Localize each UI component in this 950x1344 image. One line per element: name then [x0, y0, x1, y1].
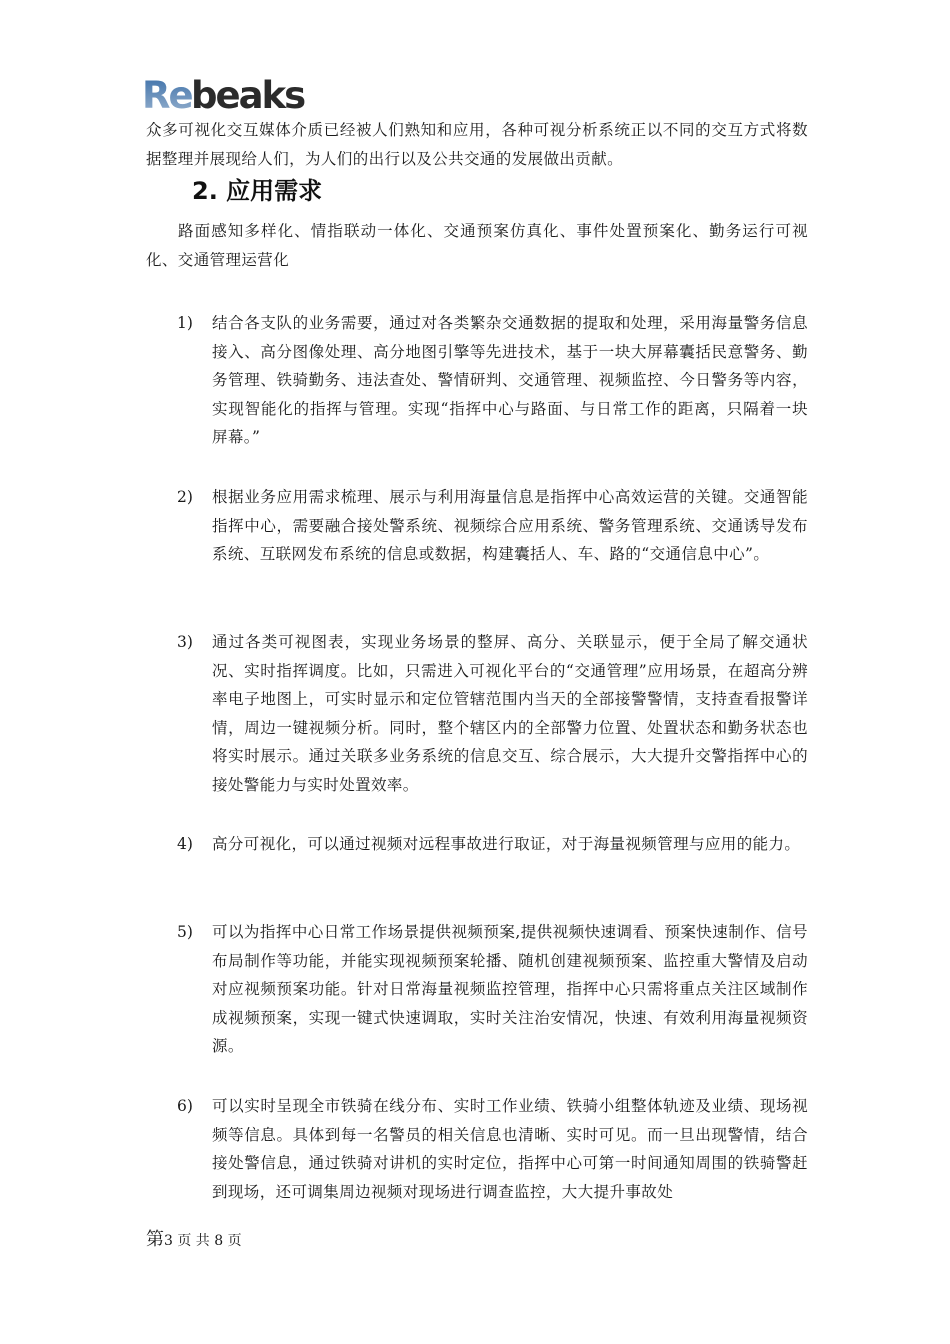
svg-text:beaks: beaks	[191, 74, 305, 117]
list-item	[146, 628, 808, 799]
list-item-text: 高分可视化，可以通过视频对远程事故进行取证，对于海量视频管理与应用的能力。	[212, 835, 801, 853]
intro-paragraph: 众多可视化交互媒体介质已经被人们熟知和应用，各种可视分析系统正以不同的交互方式将数据整理并展现给人们，为人们的出行以及公共交通的发展做出贡献。	[146, 121, 808, 168]
list-item	[146, 309, 808, 452]
list-item	[146, 830, 808, 859]
footer-page-char: 第	[146, 1229, 164, 1250]
list-item-number: 6)	[177, 1097, 193, 1115]
rebeaks-logo-icon	[142, 74, 305, 117]
section-lead-paragraph: 路面感知多样化、情指联动一体化、交通预案仿真化、事件处置预案化、勤务运行可视化、交通管理运营化	[146, 222, 808, 269]
list-item	[146, 483, 808, 569]
list-item-number: 4)	[177, 835, 193, 853]
list-item-text: 通过各类可视图表，实现业务场景的整屏、高分、关联显示，便于全局了解交通状况、实时指挥调度。比如，只需进入可视化平台的“交通管理”应用场景，在超高分辨率电子地图上，可实时显示和定位管辖范围内当天的全部接警警情，支持查看报警详情，周边一键视频分析。同时，整个辖区内的全部警力位置、处置状态和勤务状态也将实时展示。通过关联多业务系统的信息交互、综合展示，大大提升交警指挥中心的接处警能力与实时处置效率。	[212, 633, 808, 794]
list-item	[146, 918, 808, 1061]
list-item-text: 可以为指挥中心日常工作场景提供视频预案,提供视频快速调看、预案快速制作、信号布局制作等功能，并能实现视频预案轮播、随机创建视频预案、监控重大警情及启动对应视频预案功能。针对日常海量视频监控管理，指挥中心只需将重点关注区域制作成视频预案，实现一键式快速调取，实时关注治安情况，快速、有效利用海量视频资源。	[212, 923, 808, 1055]
list-item-number: 3)	[177, 633, 193, 651]
footer-page-number: 3 页 共 8 页	[164, 1233, 242, 1249]
list-item-text: 结合各支队的业务需要，通过对各类繁杂交通数据的提取和处理，采用海量警务信息接入、高分图像处理、高分地图引擎等先进技术，基于一块大屏幕囊括民意警务、勤务管理、铁骑勤务、违法查处、警情研判、交通管理、视频监控、今日警务等内容，实现智能化的指挥与管理。实现“指挥中心与路面、与日常工作的距离，只隔着一块屏幕。”	[212, 314, 808, 446]
list-item-text: 可以实时呈现全市铁骑在线分布、实时工作业绩、铁骑小组整体轨迹及业绩、现场视频等信息。具体到每一名警员的相关信息也清晰、实时可见。而一旦出现警情，结合接处警信息，通过铁骑对讲机的实时定位，指挥中心可第一时间通知周围的铁骑警赶到现场，还可调集周边视频对现场进行调查监控，大大提升事故处	[212, 1097, 808, 1201]
page-footer	[146, 1230, 242, 1251]
list-item-number: 5)	[177, 923, 193, 941]
section-heading: 2. 应用需求	[192, 177, 323, 205]
svg-text:Re: Re	[142, 74, 192, 117]
company-logo	[142, 74, 305, 117]
list-item-text: 根据业务应用需求梳理、展示与利用海量信息是指挥中心高效运营的关键。交通智能指挥中心，需要融合接处警系统、视频综合应用系统、警务管理系统、交通诱导发布系统、互联网发布系统的信息或数据，构建囊括人、车、路的“交通信息中心”。	[212, 488, 808, 563]
list-item-number: 2)	[177, 488, 193, 506]
list-item-number: 1)	[177, 314, 193, 332]
list-item	[146, 1092, 808, 1206]
